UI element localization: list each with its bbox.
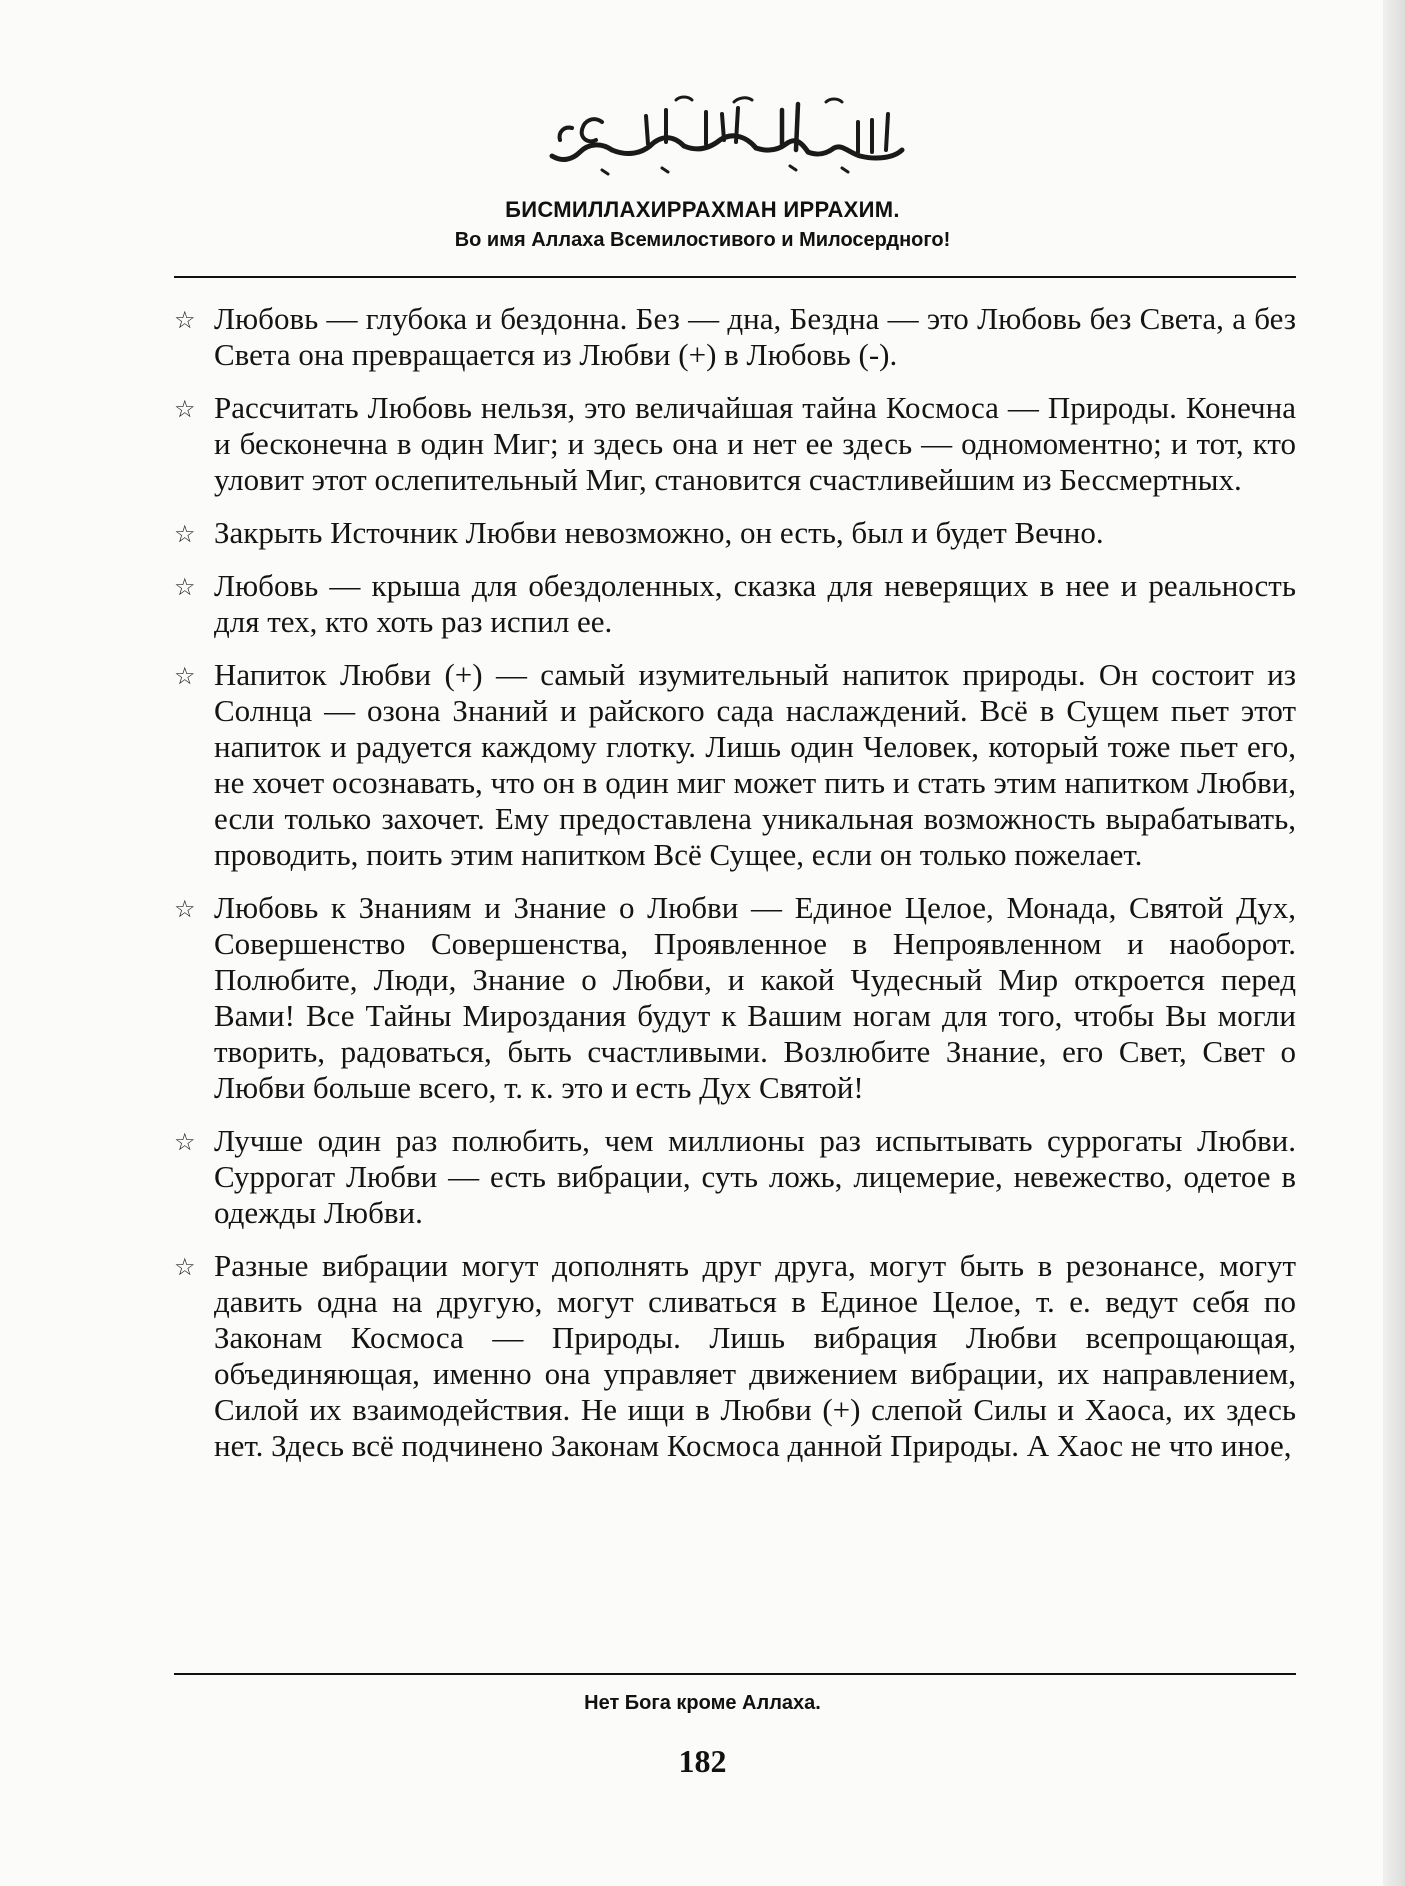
paragraph <box>174 301 1296 373</box>
basmala-calligraphy <box>542 92 922 176</box>
header-subtitle: Во имя Аллаха Всемилостивого и Милосердного! <box>454 229 951 251</box>
bottom-rule <box>174 1673 1296 1675</box>
paragraph <box>174 657 1296 873</box>
paragraph-text: Любовь — крыша для обездоленных, сказка для неверящих в нее и реальность для тех, кто хоть раз испил ее. <box>214 568 1296 639</box>
star-outline-icon: ☆ <box>174 662 196 690</box>
star-outline-icon: ☆ <box>174 1253 196 1281</box>
paragraph <box>174 1248 1296 1464</box>
top-rule <box>174 276 1296 278</box>
paragraph <box>174 890 1296 1106</box>
paragraph <box>174 568 1296 640</box>
star-outline-icon: ☆ <box>174 520 196 548</box>
paragraph-text: Рассчитать Любовь нельзя, это величайшая тайна Космоса — Природы. Конечна и бесконечна в один Миг; и здесь она и нет ее здесь — одномоментно; и тот, кто уловит этот ослепительный Миг, становится счастливейшим из Бессмертных. <box>214 390 1296 497</box>
paragraph-text: Лучше один раз полюбить, чем миллионы раз испытывать суррогаты Любви. Суррогат Любви — есть вибрации, суть ложь, лицемерие, невежество, одетое в одежды Любви. <box>214 1123 1296 1230</box>
paragraph-text: Любовь к Знаниям и Знание о Любви — Единое Целое, Монада, Святой Дух, Совершенство Совершенства, Проявленное в Непроявленном и наоборот. Полюбите, Люди, Знание о Любви, и какой Чудесный Мир откроется перед Вами! Все Тайны Мироздания будут к Вашим ногам для того, чтобы Вы могли творить, радоваться, быть счастливыми. Возлюбите Знание, его Свет, Свет о Любви больше всего, т. к. это и есть Дух Святой! <box>214 890 1296 1105</box>
paragraph <box>174 1123 1296 1231</box>
paragraph-text: Закрыть Источник Любви невозможно, он есть, был и будет Вечно. <box>214 515 1104 550</box>
star-outline-icon: ☆ <box>174 1128 196 1156</box>
paragraph-text: Разные вибрации могут дополнять друг друга, могут быть в резонансе, могут давить одна на другую, могут сливаться в Единое Целое, т. е. ведут себя по Законам Космоса — Природы. Лишь вибрация Любви всепрощающая, объединяющая, именно она управляет движением вибрации, их направлением, Силой их взаимодействия. Не ищи в Любви (+) слепой Силы и Хаоса, их здесь нет. Здесь всё подчинено Законам Космоса данной Природы. А Хаос не что иное, <box>214 1248 1296 1463</box>
star-outline-icon: ☆ <box>174 395 196 423</box>
page-edge-shadow <box>1383 0 1405 1886</box>
header-title: БИСМИЛЛАХИРРАХМАН ИРРАХИМ. <box>505 197 900 222</box>
main-text <box>174 301 1296 1481</box>
paragraph-text: Напиток Любви (+) — самый изумительный напиток природы. Он состоит из Солнца — озона Знаний и райского сада наслаждений. Всё в Сущем пьет этот напиток и радуется каждому глотку. Лишь один Человек, который тоже пьет его, не хочет осознавать, что он в один миг может пить и стать этим напитком Любви, если только захочет. Ему предоставлена уникальная возможность вырабатывать, проводить, поить этим напитком Всё Сущее, если он только пожелает. <box>214 657 1296 872</box>
paragraph <box>174 390 1296 498</box>
page-number: 182 <box>678 1743 727 1779</box>
star-outline-icon: ☆ <box>174 895 196 923</box>
footer-text: Нет Бога кроме Аллаха. <box>584 1692 821 1714</box>
paragraph-text: Любовь — глубока и бездонна. Без — дна, Бездна — это Любовь без Света, а без Света она превращается из Любви (+) в Любовь (-). <box>214 301 1296 372</box>
paragraph <box>174 515 1296 551</box>
star-outline-icon: ☆ <box>174 573 196 601</box>
star-outline-icon: ☆ <box>174 306 196 334</box>
